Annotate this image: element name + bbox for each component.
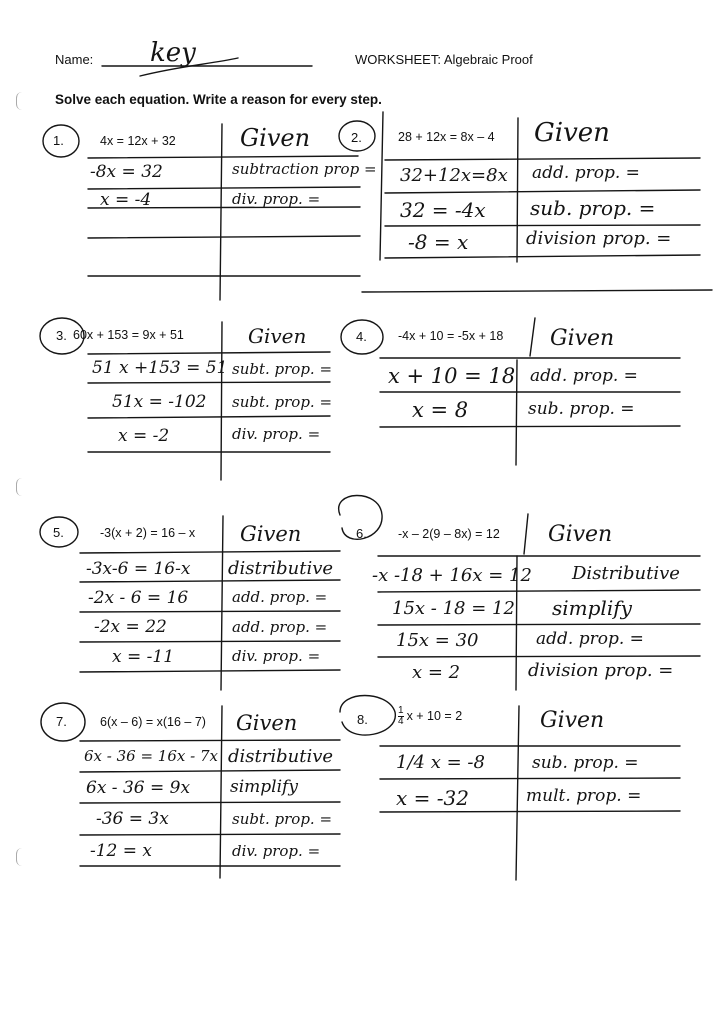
problem-equation: -x – 2(9 – 8x) = 12 [398,527,500,541]
step-statement: 6x - 36 = 9x [86,778,191,798]
step-statement: 32 = -4x [400,198,486,222]
step-statement: -8x = 32 [90,162,163,182]
given-reason: Given [248,324,307,348]
step-statement: -x -18 + 16x = 12 [372,565,532,586]
step-statement: x = -4 [100,190,152,210]
step-reason: add. prop. = [532,163,640,183]
step-reason: division prop. = [526,228,672,249]
given-reason: Given [236,711,298,735]
step-reason: div. prop. = [232,190,321,208]
problem-number: 5. [53,525,64,540]
step-reason: distributive [228,558,334,579]
step-reason: subt. prop. = [232,393,333,411]
given-reason: Given [548,522,613,547]
step-statement: -8 = x [408,230,469,254]
step-statement: 6x - 36 = 16x - 7x [84,747,218,765]
step-statement: x = -32 [396,786,469,810]
step-reason: Distributive [572,563,680,584]
instructions: Solve each equation. Write a reason for every step. [55,92,382,107]
worksheet-title: WORKSHEET: Algebraic Proof [355,52,533,67]
name-signature: key [150,38,196,68]
step-statement: 32+12x=8x [400,165,508,186]
step-reason: div. prop. = [232,425,321,443]
equation-rest: x + 10 = 2 [406,708,463,723]
step-reason: distributive [228,746,334,767]
problem-equation: 28 + 12x = 8x – 4 [398,130,495,144]
given-reason: Given [534,118,610,148]
problem-number: 8. [357,712,368,727]
step-statement: x = -2 [118,426,170,446]
problem-equation: 60x + 153 = 9x + 51 [73,328,184,342]
step-reason: subtraction prop = [232,160,377,178]
problem-equation [398,706,462,727]
fraction-denominator: 4 [398,716,404,727]
step-statement: -36 = 3x [96,809,169,829]
step-reason: div. prop. = [232,842,321,860]
step-statement: -12 = x [90,841,153,861]
problem-equation: 6(x – 6) = x(16 – 7) [100,715,206,729]
equation-fraction [398,706,404,727]
step-reason: div. prop. = [232,647,321,665]
step-statement: -3x-6 = 16-x [86,559,191,579]
problem-number: 4. [356,329,367,344]
problem-equation: -3(x + 2) = 16 – x [100,526,196,540]
step-statement: -2x = 22 [94,617,167,637]
step-reason: simplify [552,596,632,620]
step-statement: x = 8 [412,398,469,422]
step-reason: add. prop. = [530,366,638,386]
step-reason: subt. prop. = [232,810,333,828]
step-reason: add. prop. = [536,629,644,649]
problem-number: 2. [351,130,362,145]
problem-number: 7. [56,714,67,729]
step-statement: 1/4 x = -8 [396,752,485,773]
step-statement: x + 10 = 18 [388,364,516,388]
fraction-numerator: 1 [398,705,404,716]
problem-equation: -4x + 10 = -5x + 18 [398,329,504,343]
step-statement: x = 2 [412,662,461,683]
given-reason: Given [540,708,605,733]
problem-equation: 4x = 12x + 32 [100,134,176,148]
step-reason: division prop. = [528,660,674,681]
step-statement: x = -11 [112,647,175,667]
step-reason: sub. prop. = [530,196,656,220]
step-statement: 51 x +153 = 51 [92,358,228,378]
name-label: Name: [55,52,94,67]
step-statement: 15x - 18 = 12 [392,598,515,619]
step-reason: sub. prop. = [528,399,635,419]
step-statement: 15x = 30 [396,630,479,651]
step-statement: -2x - 6 = 16 [88,588,189,608]
given-reason: Given [240,124,311,152]
problem-number: 6. [356,526,367,541]
given-reason: Given [240,522,302,546]
step-statement: 51x = -102 [112,392,207,412]
step-reason: add. prop. = [232,618,328,636]
given-reason: Given [550,326,615,351]
step-reason: sub. prop. = [532,753,639,773]
step-reason: mult. prop. = [526,786,642,806]
step-reason: subt. prop. = [232,360,333,378]
problem-number: 1. [53,133,64,148]
step-reason: add. prop. = [232,588,328,606]
problem-number: 3. [56,328,67,343]
step-reason: simplify [230,777,298,797]
